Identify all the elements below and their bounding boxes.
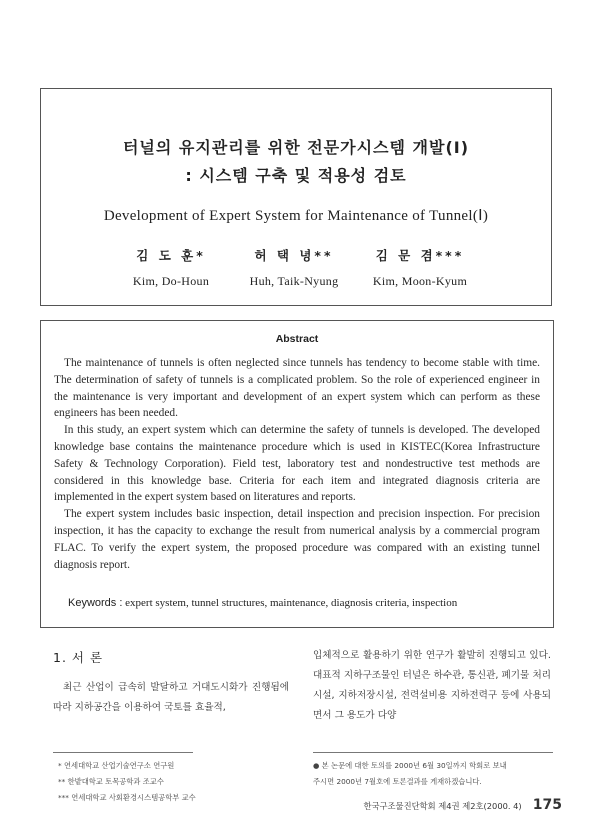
page-number: 175 bbox=[532, 797, 562, 813]
footnote-author-3: *** 연세대학교 사회환경시스템공학부 교수 bbox=[58, 793, 196, 802]
footnotes-left bbox=[58, 758, 298, 806]
abstract-box bbox=[40, 320, 554, 628]
english-title: Development of Expert System for Maintenance of Tunnel(Ⅰ) bbox=[103, 208, 489, 224]
page-footer bbox=[364, 794, 563, 813]
abstract-paragraph-1: The maintenance of tunnels is often neglected since tunnels has tendency to become stable with time. The determination of safety of tunnels is a complicated problem. So the role of experienced engineer in the maintenance is very important and development of an expert system which can perform as these engineers has been needed. bbox=[54, 357, 540, 420]
discussion-note-line2: 주시면 2000년 7월호에 토론결과를 게재하겠습니다. bbox=[313, 777, 482, 786]
author-3 bbox=[345, 246, 495, 289]
keywords-line bbox=[68, 597, 538, 609]
keywords-list: expert system, tunnel structures, maintenance, diagnosis criteria, inspection bbox=[125, 597, 458, 609]
abstract-paragraph-2: In this study, an expert system which can determine the safety of tunnels is developed. The developed knowledge base contains the maintenance procedure which is used in KISTEC(Korea Infrastructure Safety & Technology Corporation). Field test, laboratory test and nondestructive test methods are considered in this knowledge base. Criteria for each item and integrated diagnosis criteria are implemented in the expert system based on literatures and reports. bbox=[54, 424, 540, 504]
keywords-label: Keywords : bbox=[68, 597, 123, 609]
body-text-left-column: 최근 산업이 급속히 발달하고 거대도시화가 진행됨에 따라 지하공간을 이용하여 국토를 효율적, bbox=[53, 682, 289, 713]
footnote-author-2: ** 한밭대학교 토목공학과 조교수 bbox=[58, 777, 164, 786]
korean-title-line2: : 시스템 구축 및 적용성 검토 bbox=[185, 166, 407, 185]
abstract-body bbox=[54, 355, 540, 573]
author-2-korean-name: 허 택 녕** bbox=[254, 248, 334, 263]
author-3-english-name: Kim, Moon-Kyum bbox=[372, 274, 468, 288]
footnote-rule-right bbox=[313, 752, 553, 753]
abstract-paragraph-3: The expert system includes basic inspection, detail inspection and precision inspection. For precision inspection, it has the capacity to exchange the result from numerical analysis by a commercial program FLAC. To verify the expert system, the proposed procedure was compared with an existing tunnel diagnosis report. bbox=[54, 508, 540, 571]
footnotes-right bbox=[313, 758, 558, 790]
author-3-korean-name: 김 문 겸*** bbox=[375, 248, 465, 263]
abstract-heading: Abstract bbox=[275, 333, 319, 345]
title-box bbox=[40, 88, 552, 306]
footnote-rule-left bbox=[53, 752, 193, 753]
section-heading: 1. 서 론 bbox=[53, 650, 104, 665]
discussion-note-line1: ● 본 논문에 대한 토의를 2000년 6월 30일까지 학회로 보내 bbox=[313, 761, 507, 770]
footnote-author-1: * 연세대학교 산업기술연구소 연구원 bbox=[58, 761, 175, 770]
korean-title-line1: 터널의 유지관리를 위한 전문가시스템 개발(Ⅰ) bbox=[122, 138, 470, 157]
body-text-right-column: 입체적으로 활용하기 위한 연구가 활발히 진행되고 있다. 대표적 지하구조물인 터널은 하수관, 통신관, 폐기물 처리시설, 지하저장시설, 전력설비용 지하전력구 등에 사용되면서 그 용도가 다양 bbox=[313, 650, 551, 721]
author-1-english-name: Kim, Do-Houn bbox=[132, 274, 210, 288]
author-1-korean-name: 김 도 훈* bbox=[136, 248, 206, 263]
author-2-english-name: Huh, Taik-Nyung bbox=[249, 274, 339, 288]
journal-info: 한국구조물진단학회 제4권 제2호(2000. 4) bbox=[363, 801, 522, 811]
